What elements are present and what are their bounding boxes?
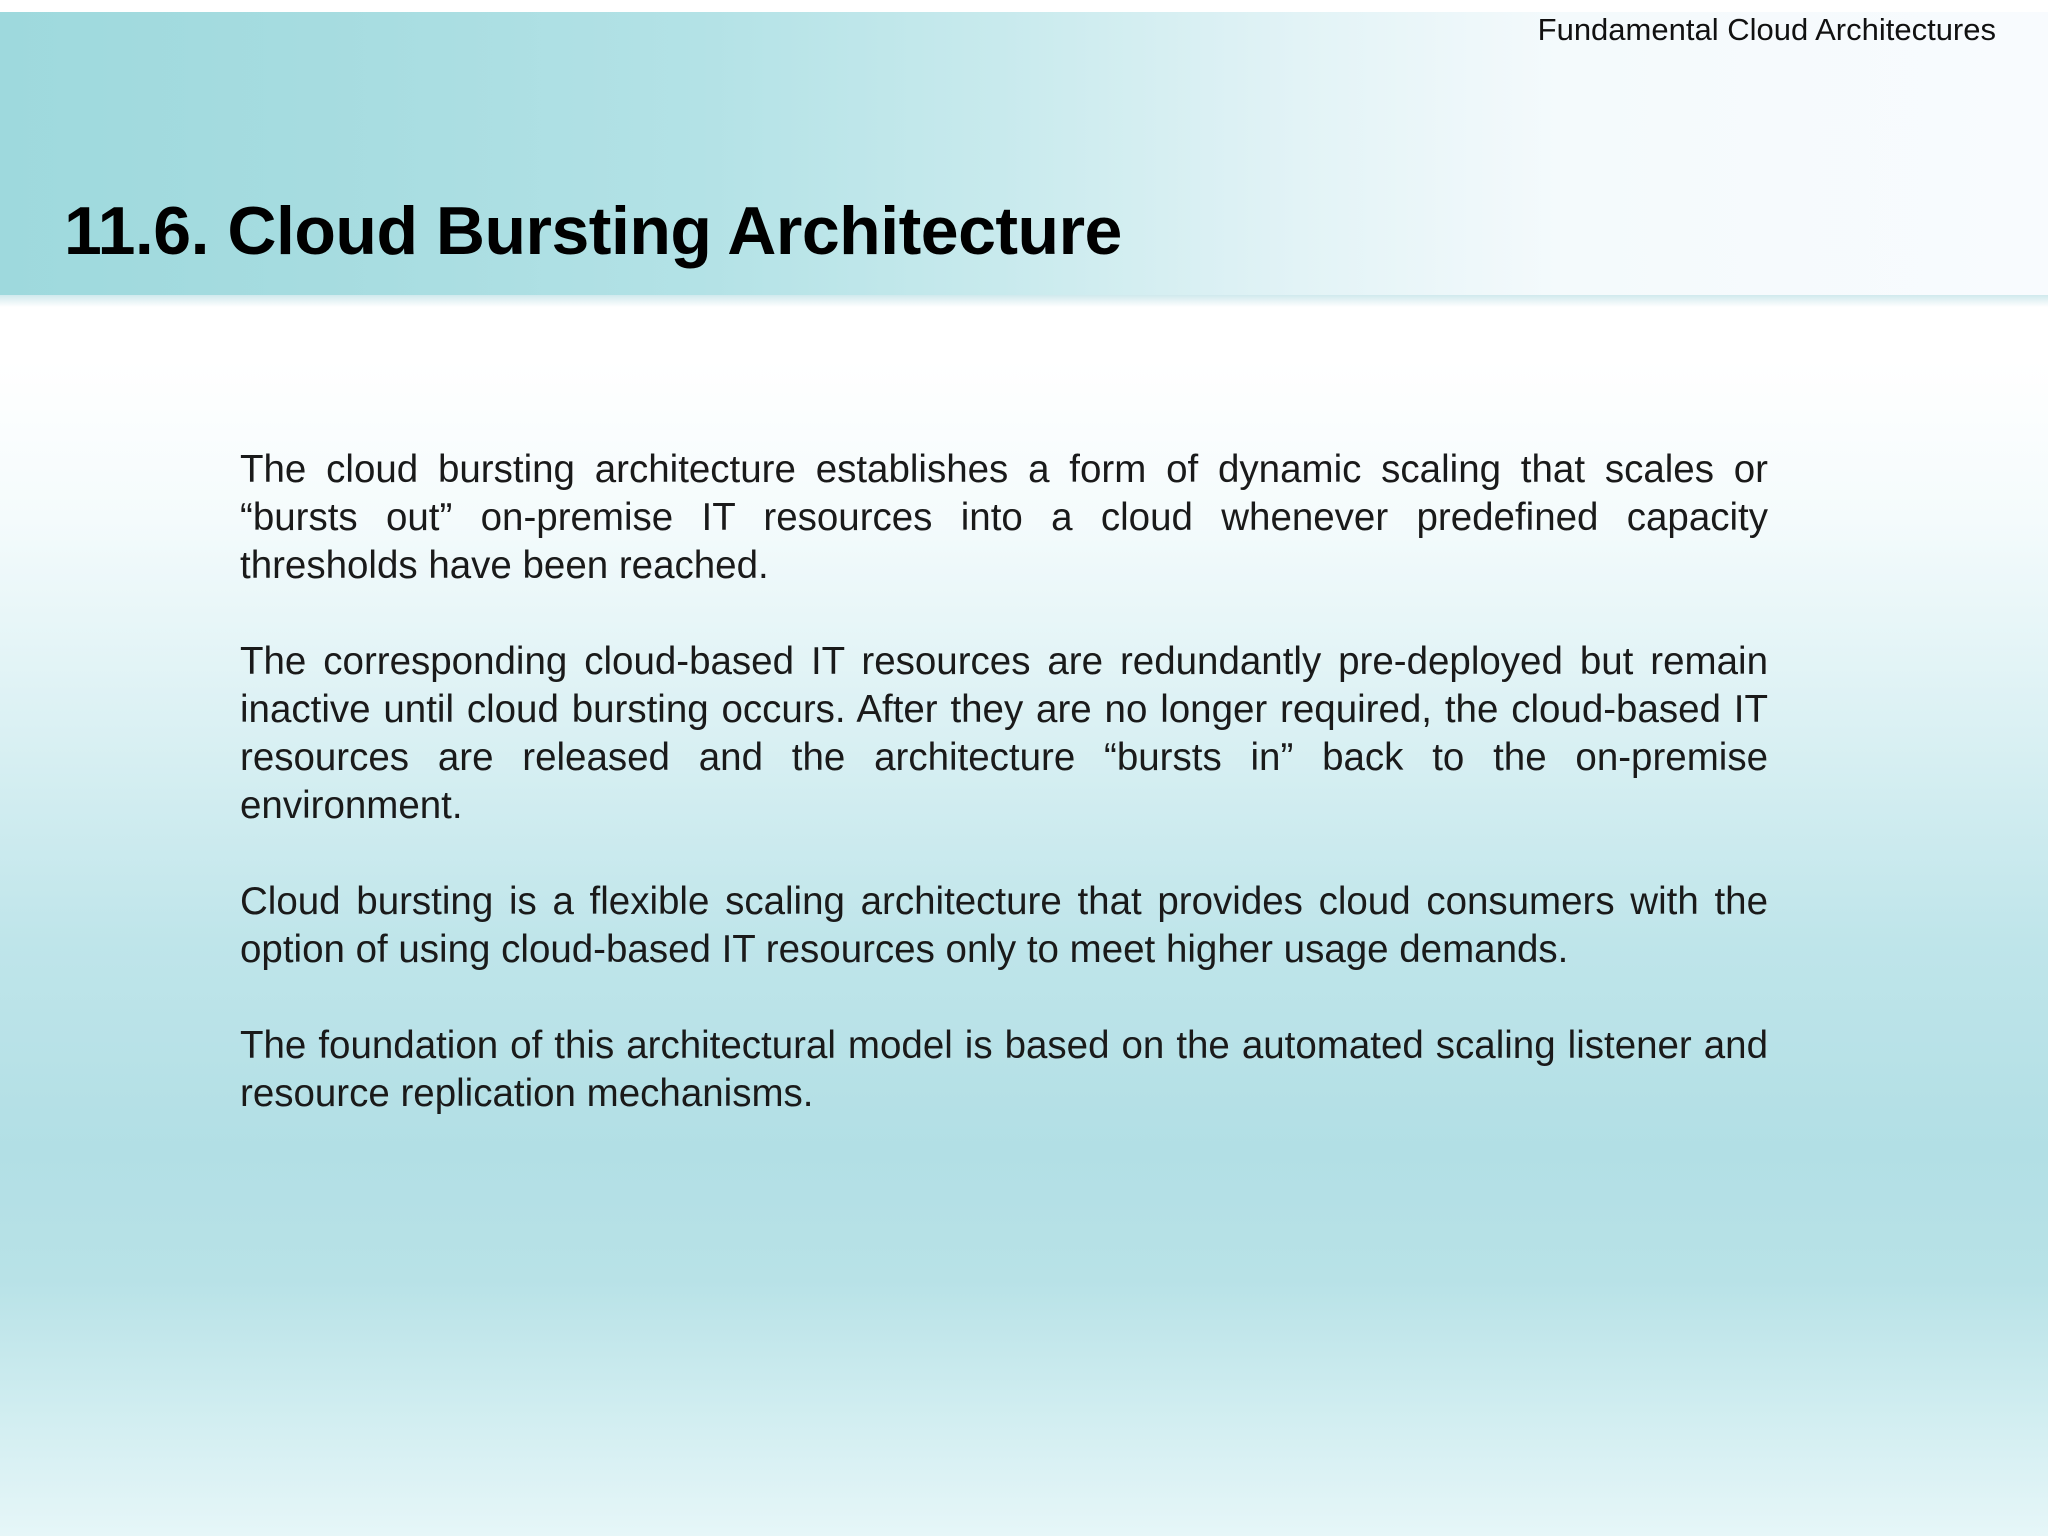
paragraph-3: Cloud bursting is a flexible scaling architecture that provides cloud consumers with the option of using cloud-based IT resources only to meet higher usage demands. bbox=[240, 880, 1768, 971]
body-text bbox=[240, 446, 1768, 1166]
top-divider bbox=[0, 0, 2048, 12]
paragraph-2: The corresponding cloud-based IT resources are redundantly pre-deployed but remain inactive until cloud bursting occurs. After they are no longer required, the cloud-based IT resources are released and the architecture “bursts in” back to the on-premise environment. bbox=[240, 640, 1768, 827]
slide-title: 11.6. Cloud Bursting Architecture bbox=[64, 193, 1122, 269]
paragraph-1: The cloud bursting architecture establishes a form of dynamic scaling that scales or “bursts out” on-premise IT resources into a cloud whenever predefined capacity thresholds have been reached. bbox=[240, 448, 1768, 587]
section-label: Fundamental Cloud Architectures bbox=[1537, 12, 1996, 47]
paragraph-4: The foundation of this architectural model is based on the automated scaling listener and resource replication mechanisms. bbox=[240, 1024, 1768, 1115]
header-shadow bbox=[0, 295, 2048, 307]
